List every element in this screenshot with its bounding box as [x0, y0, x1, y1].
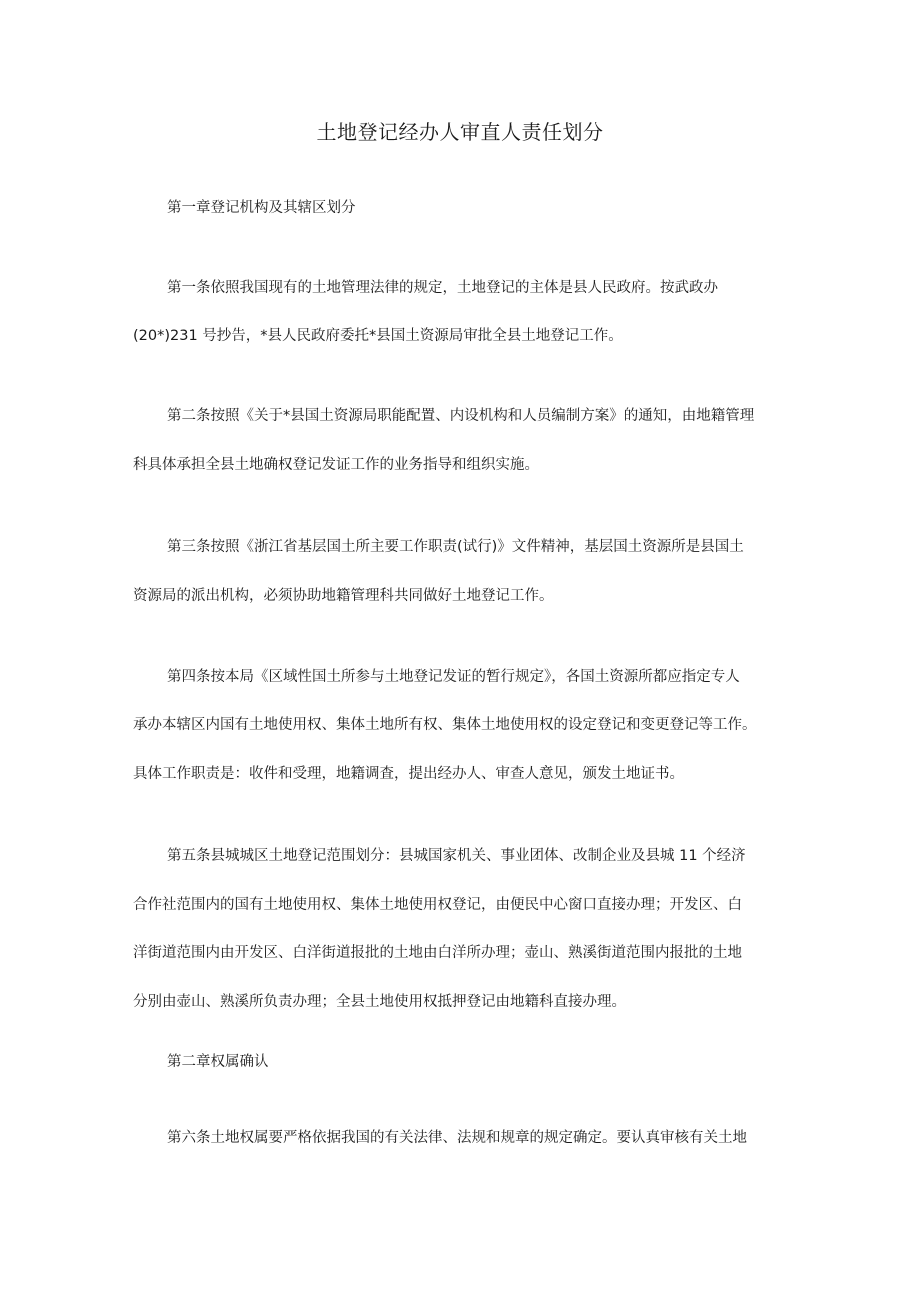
document-title: 土地登记经办人审直人责任划分: [316, 120, 604, 144]
article-3-line-2: 资源局的派出机构，必须协助地籍管理科共同做好土地登记工作。: [133, 588, 554, 604]
article-4-line-1: 第四条按本局《区域性国土所参与土地登记发证的暂行规定》，各国土资源所都应指定专人: [167, 669, 740, 685]
article-1-line-1: 第一条依照我国现有的土地管理法律的规定，土地登记的主体是县人民政府。按武政办: [167, 280, 718, 296]
chapter-heading-1: 第一章登记机构及其辖区划分: [167, 200, 356, 216]
article-5-line-4: 分别由壶山、熟溪所负责办理；全县土地使用权抵押登记由地籍科直接办理。: [133, 994, 626, 1010]
article-2-line-1: 第二条按照《关于*县国土资源局职能配置、内设机构和人员编制方案》的通知，由地籍管理: [167, 408, 755, 424]
article-5-line-3: 洋街道范围内由开发区、白洋街道报批的土地由白洋所办理；壶山、熟溪街道范围内报批的土地: [133, 945, 742, 961]
article-4-line-2: 承办本辖区内国有土地使用权、集体土地所有权、集体土地使用权的设定登记和变更登记等工作。: [133, 717, 757, 733]
article-4-line-3: 具体工作职责是：收件和受理，地籍调査，提出经办人、审查人意见，颁发土地证书。: [133, 766, 684, 782]
article-2-line-2: 科具体承担全县土地确权登记发证工作的业务指导和组织实施。: [133, 457, 539, 473]
article-3-line-1: 第三条按照《浙江省基层国土所主要工作职责(试行)》文件精神，基层国土资源所是县国土: [167, 539, 744, 555]
article-1-line-2: (20*)231 号抄告，*县人民政府委托*县国土资源局审批全县土地登记工作。: [133, 328, 623, 344]
article-5-line-2: 合作社范围内的国有土地使用权、集体土地使用权登记，由便民中心窗口直接办理；开发区、白: [133, 897, 742, 913]
article-6-line-1: 第六条土地权属要严格依据我国的有关法律、法规和规章的规定确定。要认真审核有关土地: [167, 1130, 747, 1146]
article-5-line-1: 第五条县城城区土地登记范围划分：县城国家机关、事业团体、改制企业及县城 11 个经济: [167, 848, 746, 864]
chapter-heading-2: 第二章权属确认: [167, 1054, 269, 1070]
